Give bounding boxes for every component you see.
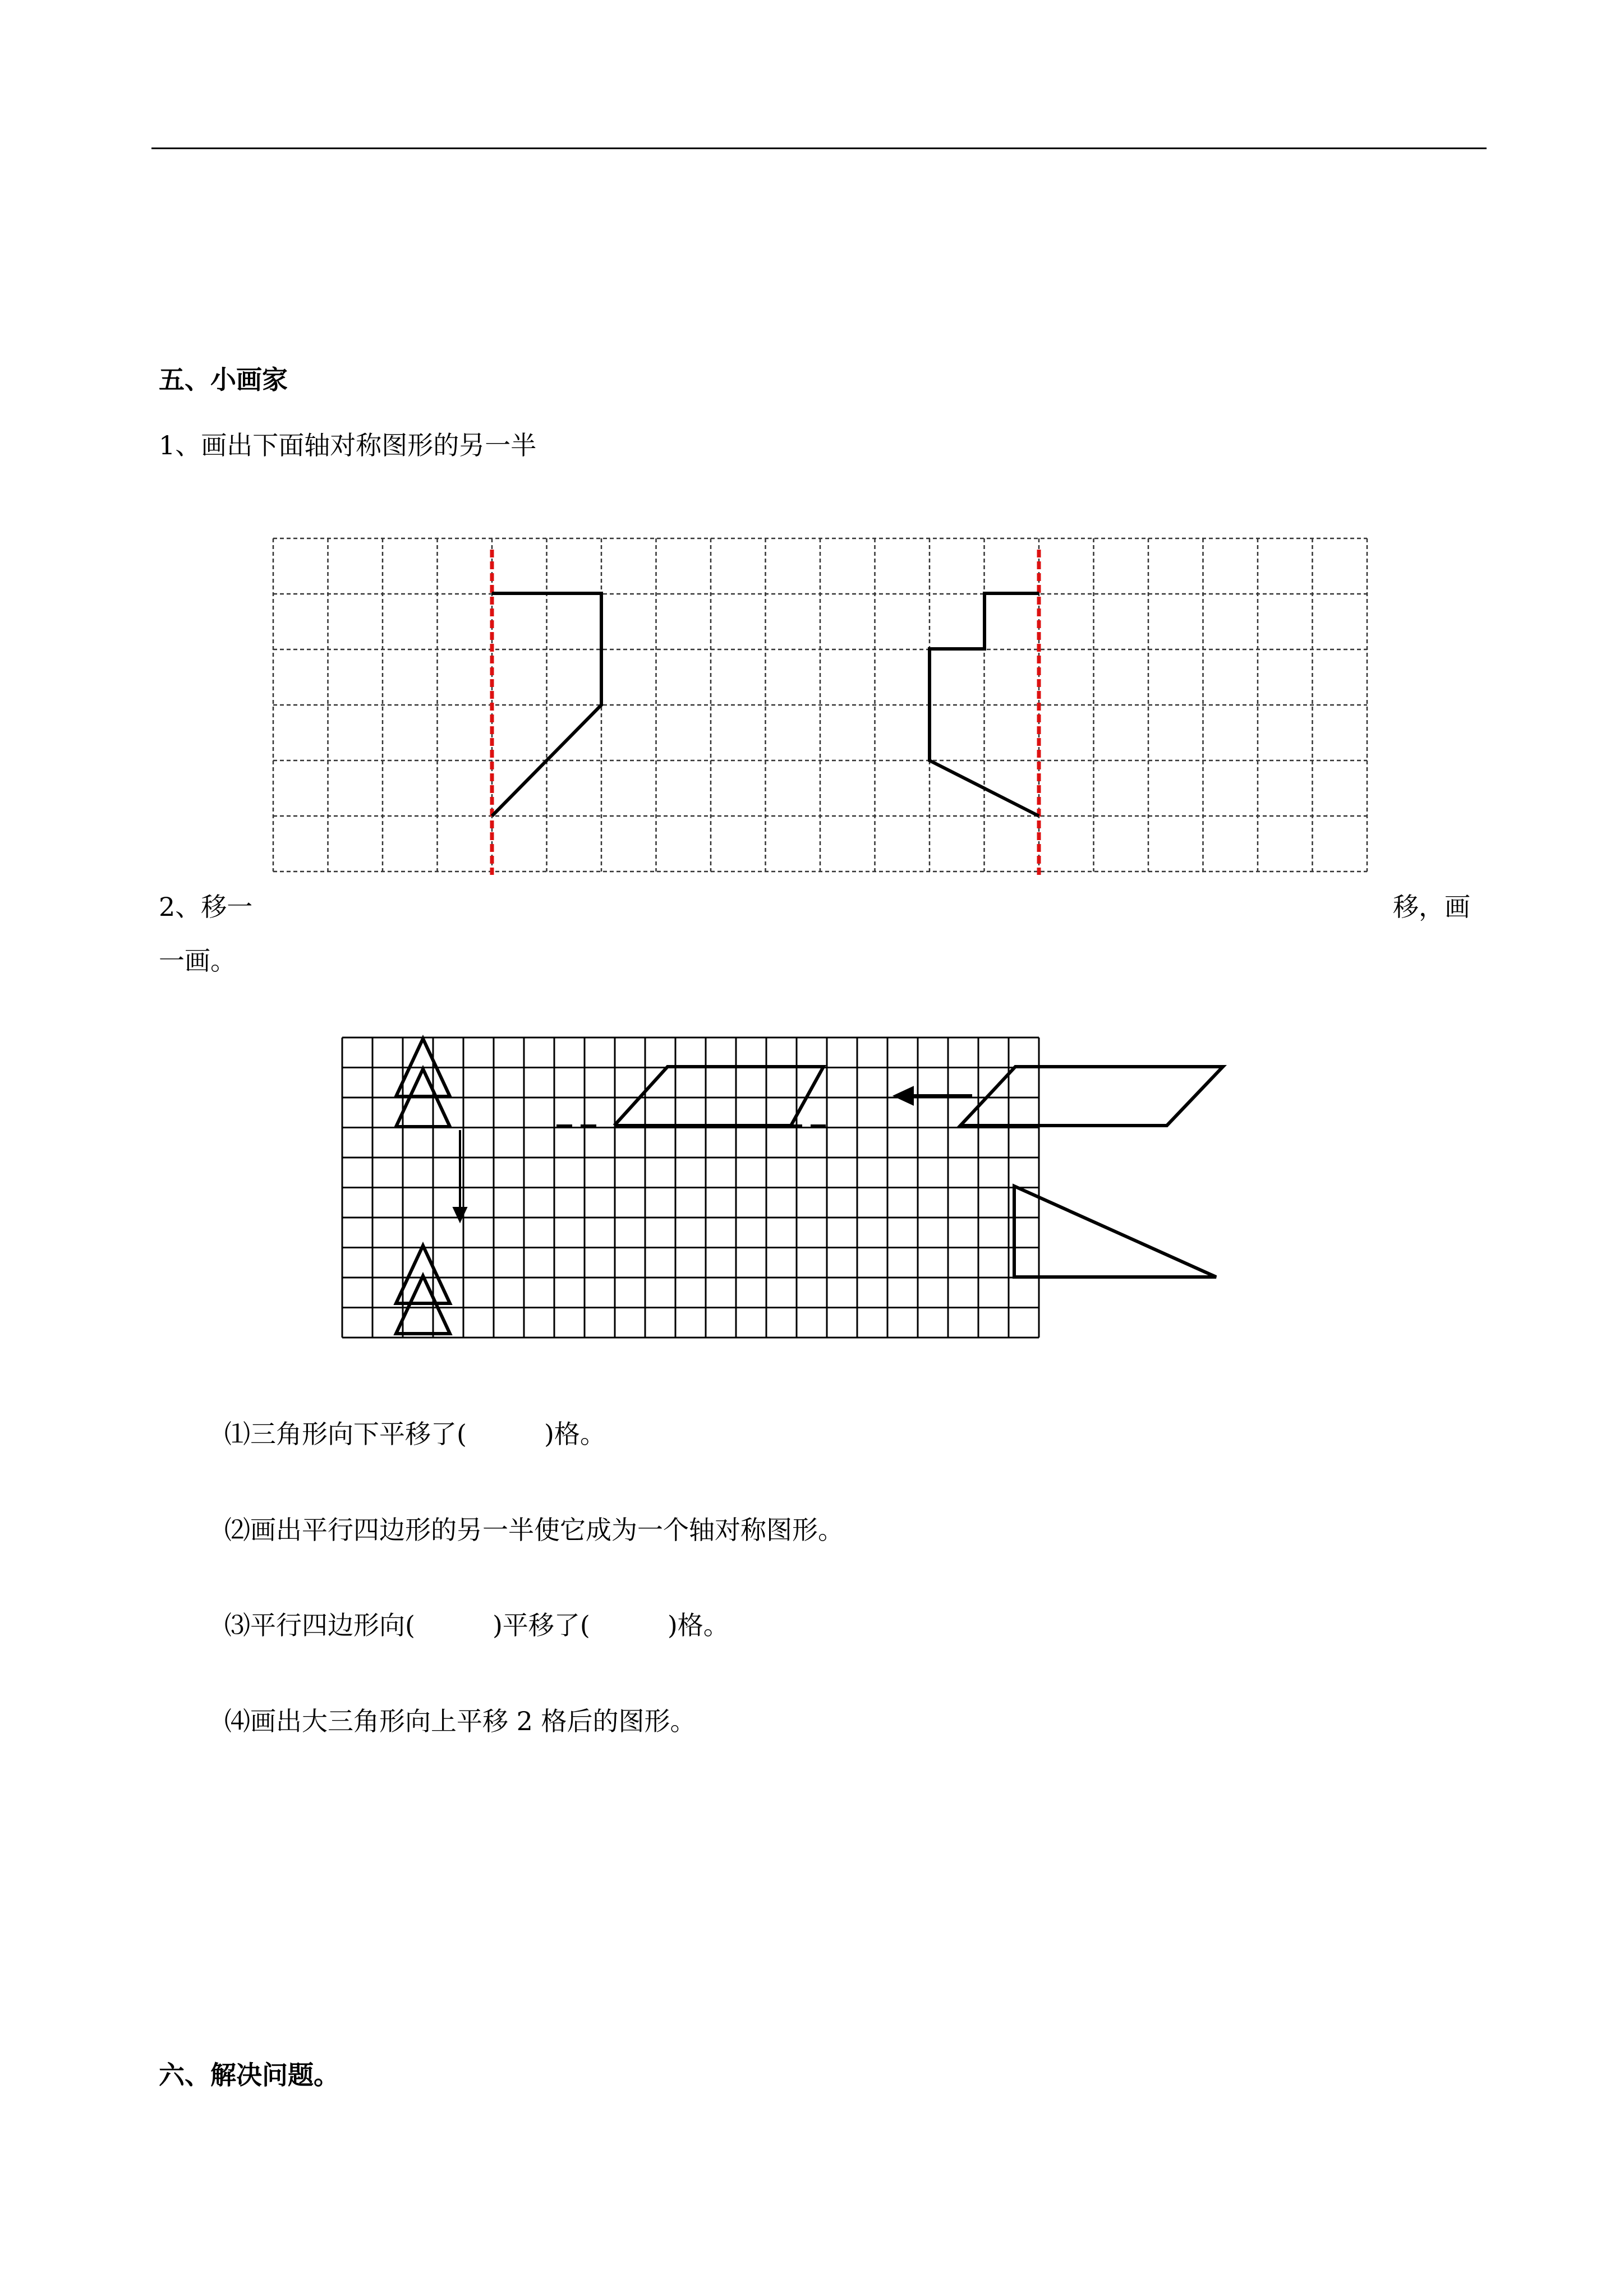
question2-text-right: 移，画 <box>1393 892 1470 922</box>
header-rule <box>151 147 1487 149</box>
question2-text-continued: 一画。 <box>159 946 236 976</box>
question2-text-left: 2、移一 <box>159 892 253 922</box>
symmetry-grid-figure <box>269 533 1374 880</box>
question1-text: 1、画出下面轴对称图形的另一半 <box>159 430 537 460</box>
translation-grid-figure <box>337 1035 1273 1349</box>
subquestion-3: ⑶平行四边形向( )平移了( )格。 <box>224 1610 729 1640</box>
subquestion-2: ⑵画出平行四边形的另一半使它成为一个轴对称图形。 <box>224 1515 844 1545</box>
section5-title: 五、小画家 <box>159 365 288 395</box>
down-arrow-head <box>453 1207 467 1222</box>
parallelogram-right <box>960 1067 1223 1126</box>
section6-title: 六、解决问题。 <box>159 2060 339 2090</box>
big-right-triangle <box>1014 1186 1216 1277</box>
dashed-grid <box>273 538 1367 872</box>
left-arrow-head <box>896 1089 912 1103</box>
subquestion-1: ⑴三角形向下平移了( )格。 <box>224 1419 606 1449</box>
subquestion-4: ⑷画出大三角形向上平移 2 格后的图形。 <box>224 1706 696 1736</box>
